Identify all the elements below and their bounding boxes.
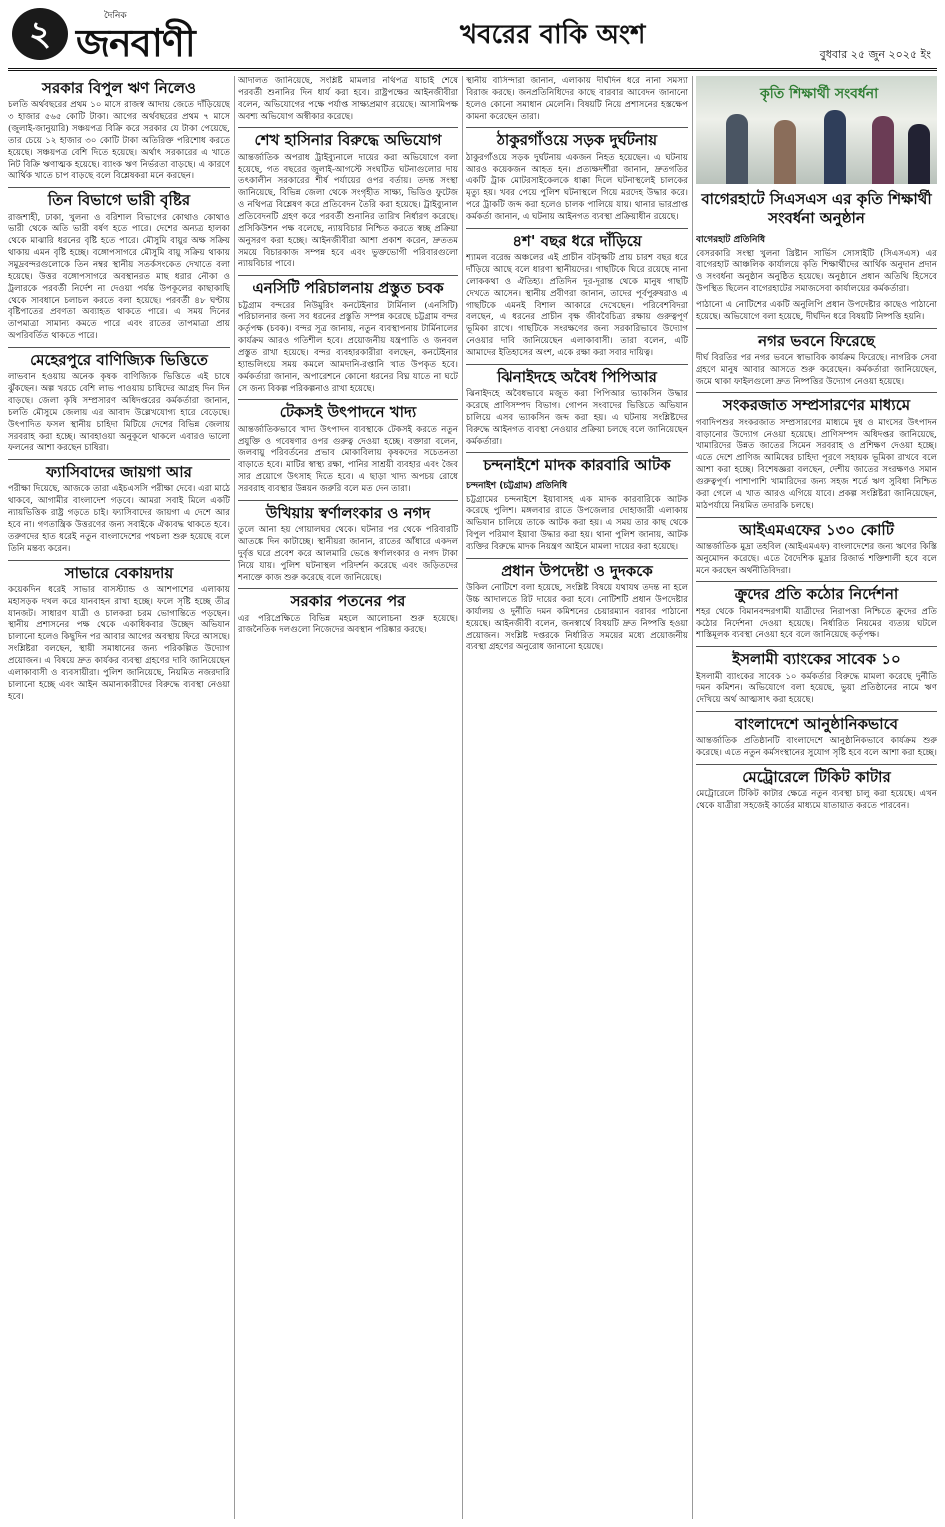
- column-3: [466, 76, 688, 1519]
- story-headline: ঠাকুরগাঁওয়ে সড়ক দুর্ঘটনায়: [496, 131, 658, 150]
- story-headline: ইসলামী ব্যাংকের সাবেক ১০: [732, 650, 901, 669]
- story-paragraph: চট্টগ্রামের চন্দনাইশে ইয়াবাসহ এক মাদক কারবারিকে আটক করেছে পুলিশ। মঙ্গলবার রাতে উপজেলার দোহাজারী এলাকায় অভিযান চালিয়ে তাকে আটক করা হয়। এ সময় তার কাছ থেকে বিপুল পরিমাণ ইয়াবা উদ্ধার করা হয়। থানা পুলিশ জানায়, আটক ব্যক্তির বিরুদ্ধে মাদক নিয়ন্ত্রণ আইনে মামলা দায়ের করা হয়েছে।: [466, 494, 688, 553]
- story-paragraph: পাঠানো এ নোটিশের একটি অনুলিপি প্রধান উপদেষ্টার কাছেও পাঠানো হয়েছে। অভিযোগে বলা হয়েছে, দীর্ঘদিন ধরে বিষয়টি নিষ্পত্তি হয়নি।: [696, 299, 937, 322]
- column-4-stories: [696, 300, 937, 813]
- story-headline: আইএমএফের ১৩০ কোটি: [739, 520, 894, 539]
- story-headline: সরকার পতনের পর: [290, 592, 406, 611]
- story-headline: ৪শ' বছর ধরে দাঁড়িয়ে: [512, 231, 642, 250]
- news-story: [8, 192, 230, 343]
- story-paragraph: ইসলামী ব্যাংকের সাবেক ১০ কর্মকর্তার বিরুদ্ধে মামলা করেছে দুর্নীতি দমন কমিশন। অভিযোগে বলা হয়েছে, ভুয়া প্রতিষ্ঠানের নামে ঋণ দেখিয়ে অর্থ আত্মসাৎ করা হয়েছে।: [696, 671, 937, 706]
- story-headline: শেখ হাসিনার বিরুদ্ধে অভিযোগ: [254, 131, 442, 150]
- news-story: [466, 76, 688, 123]
- story-paragraph: শহর থেকে বিমানবন্দরগামী যাত্রীদের নিরাপত্তা নিশ্চিতে ক্রুদের প্রতি কঠোর নির্দেশনা দেওয়া হয়েছে। নির্ধারিত নিয়মের ব্যত্যয় ঘটলে শাস্তিমূলক ব্যবস্থা নেওয়া হবে বলে জানিয়েছে কর্তৃপক্ষ।: [696, 606, 937, 641]
- news-story: [466, 563, 688, 654]
- story-headline: সংকরজাত সম্প্রসারণের মাধ্যমে: [722, 396, 911, 415]
- page-number-badge: ২: [12, 8, 68, 60]
- column-divider: [234, 76, 235, 1519]
- person-figure: [774, 120, 796, 184]
- story-headline: মেহেরপুরে বাণিজ্যিক ভিত্তিতে: [30, 350, 208, 369]
- story-headline: সাভারে বেকায়দায়: [64, 563, 174, 582]
- column-4: [696, 76, 937, 1519]
- story-paragraph: চলতি অর্থবছরের প্রথম ১০ মাসে রাজস্ব আদায় জেতে দাঁড়িয়েছে ৩ হাজার ৫৬৫ কোটি টাকা। আগের অর্থবছরের প্রথম ৭ মাসে (জুলাই-জানুয়ারি) সঞ্চয়পত্র বিক্রি করে সরকার যে টাকা পেয়েছে, তার চেয়ে ১২ হাজার ৩০ কোটি টাকা অতিরিক্ত পরিশোধ করতে হয়েছে। সঞ্চয়পত্র বেশি দিতে হয়েছে। অর্থাৎ সরকারের এ খাতে নিট বিক্রি ঋণাত্মক হয়েছে। ব্যাংক ঋণ নির্ভরতা বাড়ছে। এ কারণে আর্থিক খাতে চাপ বাড়ছে বলে বিশ্লেষকরা মনে করছেন।: [8, 100, 230, 182]
- photo-headline: বাগেরহাটে সিএসএস এর কৃতি শিক্ষার্থী সংবর্ধনা অনুষ্ঠান: [701, 190, 932, 227]
- section-title: খবরের বাকি অংশ: [460, 20, 646, 50]
- story-headline: প্রধান উপদেষ্টা ও দুদককে: [501, 561, 653, 580]
- person-figure: [824, 110, 846, 184]
- story-paragraph: মেট্রোরেলে টিকিট কাটার ক্ষেত্রে নতুন ব্যবস্থা চালু করা হয়েছে। এখন থেকে যাত্রীরা সহজেই কার্ডের মাধ্যমে যাতায়াত করতে পারবেন।: [696, 789, 937, 812]
- story-paragraph: তুলে আনা হয় গোয়ালঘর থেকে। ঘটনার পর থেকে পরিবারটি আতঙ্কে দিন কাটাচ্ছে। স্থানীয়রা জানান, রাতের আঁধারে একদল দুর্বৃত্ত ঘরে প্রবেশ করে আলমারি ভেঙে স্বর্ণালংকার ও নগদ টাকা নিয়ে যায়। পুলিশ ঘটনাস্থল পরিদর্শন করেছে এবং জড়িতদের শনাক্তে কাজ শুরু করেছে বলে জানিয়েছে।: [238, 525, 458, 583]
- news-story: [8, 565, 230, 704]
- story-paragraph: আদালত জানিয়েছে, সংশ্লিষ্ট মামলার নথিপত্র যাচাই শেষে পরবর্তী শুনানির দিন ধার্য করা হবে। রাষ্ট্রপক্ষের আইনজীবীরা বলেন, অভিযোগের পক্ষে পর্যাপ্ত সাক্ষ্যপ্রমাণ রয়েছে। আসামিপক্ষ অবশ্য অভিযোগ অস্বীকার করেছে।: [238, 76, 458, 122]
- news-story: [696, 769, 937, 813]
- story-paragraph: আন্তর্জাতিক মুদ্রা তহবিল (আইএমএফ) বাংলাদেশের জন্য ঋণের কিস্তি অনুমোদন করেছে। এতে বৈদেশিক মুদ্রার রিজার্ভ শক্তিশালী হবে বলে মনে করছেন অর্থনীতিবিদরা।: [696, 541, 937, 576]
- story-headline: উখিয়ায় স্বর্ণালংকার ও নগদ: [265, 503, 431, 522]
- story-headline: মেট্রোরেলে টিকিট কাটার: [742, 768, 891, 787]
- story-paragraph: আন্তর্জাতিক প্রতিষ্ঠানটি বাংলাদেশে আনুষ্ঠানিকভাবে কার্যক্রম শুরু করেছে। এতে নতুন কর্মসংস্থানের সুযোগ সৃষ্টি হবে বলে আশা করা হচ্ছে।: [696, 736, 937, 759]
- story-headline: ফ্যাসিবাদের জায়গা আর: [46, 463, 192, 482]
- photo-banner-text: কৃতি শিক্ষার্থী সংবর্ধনা: [760, 86, 879, 102]
- story-divider: [696, 711, 937, 712]
- news-photo: [696, 76, 937, 184]
- story-divider: [696, 764, 937, 765]
- story-headline: তিন বিভাগে ভারী বৃষ্টির: [47, 191, 191, 210]
- story-divider: [466, 452, 688, 453]
- story-paragraph: শ্যামল বরেন্দ্র অঞ্চলের এই প্রাচীন বটবৃক্ষটি প্রায় চারশ বছর ধরে দাঁড়িয়ে আছে বলে ধারণা স্থানীয়দের। গাছটিকে ঘিরে রয়েছে নানা লোককথা ও ঐতিহ্য। প্রতিদিন দূর-দূরান্ত থেকে মানুষ গাছটি দেখতে আসেন। স্থানীয় প্রবীণরা জানান, তাদের পূর্বপুরুষরাও এ গাছটিকে এমনই বিশাল আকারে দেখেছেন। পরিবেশবিদরা বলছেন, এ ধরনের প্রাচীন বৃক্ষ জীববৈচিত্র্য রক্ষায় গুরুত্বপূর্ণ ভূমিকা রাখে। গাছটিকে সংরক্ষণের জন্য সরকারিভাবে উদ্যোগ নেওয়ার দাবি জানিয়েছেন এলাকাবাসী। তারা বলেন, এটি আমাদের ইতিহাসের অংশ, একে রক্ষা করা সবার দায়িত্ব।: [466, 253, 688, 358]
- news-story: [466, 233, 688, 360]
- byline: চন্দনাইশ (চট্টগ্রাম) প্রতিনিধি: [466, 480, 568, 491]
- news-story: [696, 397, 937, 512]
- story-paragraph: গবাদিপশুর সংকরজাত সম্প্রসারণের মাধ্যমে দুধ ও মাংসের উৎপাদন বাড়ানোর উদ্যোগ নেওয়া হয়েছে। প্রাণিসম্পদ অধিদপ্তর জানিয়েছে, খামারিদের উন্নত জাতের সিমেন সরবরাহ ও প্রশিক্ষণ দেওয়া হচ্ছে। এতে দেশে প্রাণিজ আমিষের চাহিদা পূরণে সহায়ক ভূমিকা রাখবে বলে আশা করা হচ্ছে। বিশেষজ্ঞরা বলছেন, দেশীয় জাতের সংরক্ষণও সমান গুরুত্বপূর্ণ। পাশাপাশি খামারিদের জন্য সহজ শর্তে ঋণ সুবিধা নিশ্চিত করা গেলে এ খাত আরও এগিয়ে যাবে। প্রকল্প সংশ্লিষ্টরা জানিয়েছেন, মাঠপর্যায়ে নিয়মিত তদারকি চলছে।: [696, 417, 937, 511]
- story-headline: ক্রুদের প্রতি কঠোর নির্দেশনা: [734, 585, 899, 604]
- news-story: [466, 369, 688, 449]
- person-figure: [872, 116, 894, 184]
- news-story: [466, 132, 688, 223]
- story-paragraph: লাভবান হওয়ায় অনেক কৃষক বাণিজ্যিক ভিত্তিতে এই চাষে ঝুঁকছেন। অল্প খরচে বেশি লাভ পাওয়ায় চাষিদের আগ্রহ দিন দিন বাড়ছে। জেলা কৃষি সম্প্রসারণ অধিদপ্তরের কর্মকর্তারা জানান, চলতি মৌসুমে জেলায় এর আবাদ উল্লেখযোগ্য হারে বেড়েছে। উৎপাদিত ফসল স্থানীয় চাহিদা মিটিয়ে দেশের বিভিন্ন জেলায় সরবরাহ করা হচ্ছে। আবহাওয়া অনুকূলে থাকলে এবারও ভালো ফলনের আশা করছেন চাষিরা।: [8, 372, 230, 454]
- byline: বাগেরহাট প্রতিনিধি: [696, 234, 766, 245]
- story-paragraph: উকিল নোটিশে বলা হয়েছে, সংশ্লিষ্ট বিষয়ে যথাযথ তদন্ত না হলে উচ্চ আদালতে রিট দায়ের করা হবে। নোটিশটি প্রধান উপদেষ্টার কার্যালয় ও দুর্নীতি দমন কমিশনের চেয়ারম্যান বরাবর পাঠানো হয়েছে। আইনজীবী বলেন, জনস্বার্থে বিষয়টি দ্রুত নিষ্পত্তি হওয়া প্রয়োজন। সংশ্লিষ্ট দপ্তরকে নির্ধারিত সময়ের মধ্যে প্রয়োজনীয় ব্যবস্থা গ্রহণের অনুরোধ জানানো হয়েছে।: [466, 583, 688, 653]
- news-story: [238, 593, 458, 637]
- story-divider: [466, 228, 688, 229]
- story-paragraph: ঝিনাইদহে অবৈধভাবে মজুত করা পিপিআর ভ্যাকসিন উদ্ধার করেছে প্রাণিসম্পদ বিভাগ। গোপন সংবাদের ভিত্তিতে অভিযান চালিয়ে এসব ভ্যাকসিন জব্দ করা হয়। এ ঘটনায় সংশ্লিষ্টদের বিরুদ্ধে আইনগত ব্যবস্থা নেওয়ার প্রক্রিয়া চলছে বলে জানিয়েছেন কর্মকর্তারা।: [466, 389, 688, 447]
- person-figure: [908, 124, 930, 184]
- story-divider: [8, 347, 230, 348]
- story-divider: [696, 328, 937, 329]
- story-headline: এনসিটি পরিচালনায় প্রস্তুত চবক: [252, 279, 444, 298]
- story-divider: [466, 558, 688, 559]
- news-story: [238, 404, 458, 495]
- news-story: [238, 76, 458, 123]
- news-story: [466, 457, 688, 554]
- news-story: [238, 132, 458, 271]
- story-headline: টেকসই উৎপাদনে খাদ্য: [279, 403, 417, 422]
- story-paragraph: চট্টগ্রাম বন্দরের নিউমুরিং কনটেইনার টার্মিনাল (এনসিটি) পরিচালনার জন্য সব ধরনের প্রস্তুতি সম্পন্ন করেছে চট্টগ্রাম বন্দর কর্তৃপক্ষ (চবক)। বন্দর সূত্র জানায়, নতুন ব্যবস্থাপনায় টার্মিনালের কার্যক্রম আরও গতিশীল হবে। প্রয়োজনীয় যন্ত্রপাতি ও জনবল প্রস্তুত রাখা হয়েছে। বন্দর ব্যবহারকারীরা বলছেন, কনটেইনার হ্যান্ডলিংয়ে সময় কমলে আমদানি-রপ্তানি খাত উপকৃত হবে। কর্মকর্তারা জানান, অপারেশনে কোনো ধরনের বিঘ্ন যাতে না ঘটে সে জন্য বিকল্প পরিকল্পনাও রাখা হয়েছে।: [238, 300, 458, 394]
- story-divider: [696, 392, 937, 393]
- news-story: [696, 333, 937, 389]
- story-paragraph: পরীক্ষা দিয়েছে, আজকে তারা এইচএসসি পরীক্ষা দেবে। এরা মাঠে থাকবে, আগামীর বাংলাদেশ গড়বে। আমরা সবাই মিলে একটি ন্যায়ভিত্তিক রাষ্ট্র গড়তে চাই। ফ্যাসিবাদের জায়গা এ দেশে আর হবে না। গণতান্ত্রিক উত্তরণের জন্য সবাইকে ঐক্যবদ্ধ থাকতে হবে। তরুণদের হাত ধরেই নতুন বাংলাদেশের পথচলা শুরু হয়েছে বলে তিনি মন্তব্য করেন।: [8, 484, 230, 554]
- brand-prefix: দৈনিক: [104, 11, 127, 21]
- column-2: [238, 76, 458, 1519]
- issue-date: বুধবার ২৫ জুন ২০২৫ ইং: [819, 48, 931, 61]
- news-story: [696, 651, 937, 707]
- masthead-rule: [8, 68, 937, 71]
- story-divider: [466, 127, 688, 128]
- news-story: [238, 280, 458, 395]
- story-paragraph: আন্তর্জাতিক অপরাধ ট্রাইব্যুনালে দায়ের করা অভিযোগে বলা হয়েছে, গত বছরের জুলাই-আগস্টে সংঘটিত ঘটনাগুলোর দায় তৎকালীন সরকারের শীর্ষ পর্যায়ের ওপর বর্তায়। তদন্ত সংস্থা জানিয়েছে, বিভিন্ন জেলা থেকে সংগৃহীত সাক্ষ্য, ভিডিও ফুটেজ ও নথিপত্র বিশ্লেষণ করে প্রতিবেদন তৈরি করা হয়েছে। ট্রাইব্যুনাল প্রতিবেদনটি গ্রহণ করে পরবর্তী শুনানির তারিখ নির্ধারণ করেছে। প্রসিকিউশন পক্ষ বলেছে, ন্যায়বিচার নিশ্চিত করতে স্বচ্ছ প্রক্রিয়া অনুসরণ করা হচ্ছে। আইনজীবীরা আশা প্রকাশ করেন, দ্রুততম সময়ে বিচারকাজ সম্পন্ন হবে এবং ভুক্তভোগী পরিবারগুলো ন্যায়বিচার পাবে।: [238, 152, 458, 270]
- masthead: [8, 4, 937, 66]
- story-divider: [8, 459, 230, 460]
- story-divider: [238, 275, 458, 276]
- story-divider: [238, 588, 458, 589]
- story-headline: সরকার বিপুল ঋণ নিলেও: [42, 79, 196, 97]
- story-paragraph: রাজশাহী, ঢাকা, খুলনা ও বরিশাল বিভাগের কোথাও কোথাও ভারী থেকে অতি ভারী বর্ষণ হতে পারে। দেশের অন্যত্র হালকা থেকে মাঝারি ধরনের বৃষ্টি হতে পারে। মৌসুমি বায়ুর অক্ষ সক্রিয় থাকায় এমন বৃষ্টি হচ্ছে। বঙ্গোপসাগরে মৌসুমি বায়ু সক্রিয় থাকায় সমুদ্রবন্দরগুলোকে তিন নম্বর স্থানীয় সতর্কসংকেত দেখাতে বলা হয়েছে। উত্তর বঙ্গোপসাগরে অবস্থানরত মাছ ধরার নৌকা ও ট্রলারকে পরবর্তী নির্দেশ না দেওয়া পর্যন্ত উপকূলের কাছাকাছি থেকে সাবধানে চলাচল করতে বলা হয়েছে। পরবর্তী ৪৮ ঘণ্টায় বৃষ্টিপাতের প্রবণতা অব্যাহত থাকতে পারে। এ সময় দিনের তাপমাত্রা সামান্য কমতে পারে এবং রাতের তাপমাত্রা প্রায় অপরিবর্তিত থাকতে পারে।: [8, 212, 230, 342]
- story-divider: [466, 364, 688, 365]
- story-headline: ঝিনাইদহে অবৈধ পিপিআর: [497, 367, 657, 386]
- news-story: [238, 505, 458, 585]
- news-story: [8, 80, 230, 183]
- story-paragraph: স্থানীয় বাসিন্দারা জানান, এলাকায় দীর্ঘদিন ধরে নানা সমস্যা বিরাজ করছে। জনপ্রতিনিধিদের কাছে বারবার আবেদন জানানো হলেও কোনো সমাধান মেলেনি। বিষয়টি নিয়ে প্রশাসনের হস্তক্ষেপ কামনা করেছেন তারা।: [466, 76, 688, 122]
- story-divider: [8, 560, 230, 561]
- story-divider: [238, 127, 458, 128]
- story-paragraph: আন্তর্জাতিকভাবে খাদ্য উৎপাদন ব্যবস্থাকে টেকসই করতে নতুন প্রযুক্তি ও গবেষণার ওপর গুরুত্ব দেওয়া হচ্ছে। বক্তারা বলেন, জলবায়ু পরিবর্তনের প্রভাব মোকাবিলায় কৃষকদের সচেতনতা বাড়াতে হবে। মাটির স্বাস্থ্য রক্ষা, পানির সাশ্রয়ী ব্যবহার এবং জৈব সার প্রয়োগে উৎসাহ দিতে হবে। এ ছাড়া খাদ্য অপচয় রোধে সরবরাহ ব্যবস্থার উন্নয়ন জরুরি বলে মত দেন তারা।: [238, 424, 458, 494]
- newspaper-logo: জনবাণী: [76, 21, 195, 65]
- news-story: [696, 300, 937, 324]
- news-story: [696, 716, 937, 760]
- story-divider: [238, 399, 458, 400]
- story-divider: [696, 646, 937, 647]
- story-paragraph: কয়েকদিন ধরেই সাভার বাসস্ট্যান্ড ও আশপাশের এলাকায় মহাসড়ক দখল করে যানবাহন রাখা হচ্ছে। ফলে সৃষ্টি হচ্ছে তীব্র যানজট। সাধারণ যাত্রী ও চালকরা চরম ভোগান্তিতে পড়ছেন। স্থানীয় প্রশাসনের পক্ষ থেকে একাধিকবার উচ্ছেদ অভিযান চালানো হলেও কিছুদিন পর আবার আগের অবস্থায় ফিরে আসছে। সংশ্লিষ্টরা বলছেন, স্থায়ী সমাধানের জন্য পরিকল্পিত উদ্যোগ প্রয়োজন। এ বিষয়ে দ্রুত কার্যকর ব্যবস্থা গ্রহণের দাবি জানিয়েছেন এলাকাবাসী ও ব্যবসায়ীরা। পুলিশ জানিয়েছে, নিয়মিত নজরদারি চালানো হচ্ছে এবং আইন অমান্যকারীদের বিরুদ্ধে ব্যবস্থা নেওয়া হবে।: [8, 584, 230, 702]
- story-headline: নগর ভবনে ফিরেছে: [758, 331, 875, 350]
- column-divider: [462, 76, 463, 1519]
- column-divider: [692, 76, 693, 1519]
- news-story: [8, 464, 230, 555]
- lead-paragraph: বেসরকারি সংস্থা খুলনা খ্রিষ্টান সার্ভিস সোসাইটি (সিএসএস) এর বাগেরহাট আঞ্চলিক কার্যালয়ে কৃতি শিক্ষার্থীদের আর্থিক অনুদান প্রদান ও সংবর্ধনা অনুষ্ঠান অনুষ্ঠিত হয়েছে। অনুষ্ঠানে প্রধান অতিথি হিসেবে উপস্থিত ছিলেন বাগেরহাটের সমাজসেবা কার্যালয়ের কর্মকর্তারা।: [696, 248, 937, 295]
- news-story: [8, 352, 230, 455]
- story-headline: বাংলাদেশে আনুষ্ঠানিকভাবে: [735, 715, 898, 734]
- story-divider: [238, 500, 458, 501]
- person-figure: [726, 114, 748, 184]
- news-story: [696, 522, 937, 578]
- story-divider: [696, 517, 937, 518]
- story-divider: [696, 581, 937, 582]
- story-paragraph: দীর্ঘ বিরতির পর নগর ভবনে স্বাভাবিক কার্যক্রম ফিরেছে। নাগরিক সেবা গ্রহণে মানুষ আবার আসতে শুরু করেছেন। কর্মকর্তারা জানিয়েছেন, জমে থাকা ফাইলগুলো দ্রুত নিষ্পত্তির উদ্যোগ নেওয়া হয়েছে।: [696, 352, 937, 387]
- column-1: [8, 76, 230, 1519]
- news-story: [696, 586, 937, 642]
- story-paragraph: ঠাকুরগাঁওয়ে সড়ক দুর্ঘটনায় একজন নিহত হয়েছেন। এ ঘটনায় আরও কয়েকজন আহত হন। প্রত্যক্ষদর্শীরা জানান, দ্রুতগতির একটি ট্রাক মোটরসাইকেলকে ধাক্কা দিলে ঘটনাস্থলেই চালকের মৃত্যু হয়। খবর পেয়ে পুলিশ ঘটনাস্থলে গিয়ে মরদেহ উদ্ধার করে। পরে ট্রাকটি জব্দ করা হলেও চালক পালিয়ে যায়। থানার ভারপ্রাপ্ত কর্মকর্তা জানান, এ ঘটনায় আইনগত ব্যবস্থা প্রক্রিয়াধীন রয়েছে।: [466, 152, 688, 222]
- story-divider: [8, 187, 230, 188]
- story-paragraph: এর পরিপ্রেক্ষিতে বিভিন্ন মহলে আলোচনা শুরু হয়েছে। রাজনৈতিক দলগুলো নিজেদের অবস্থান পরিষ্কার করছে।: [238, 613, 458, 636]
- story-headline: চন্দনাইশে মাদক কারবারি আটক: [483, 456, 671, 475]
